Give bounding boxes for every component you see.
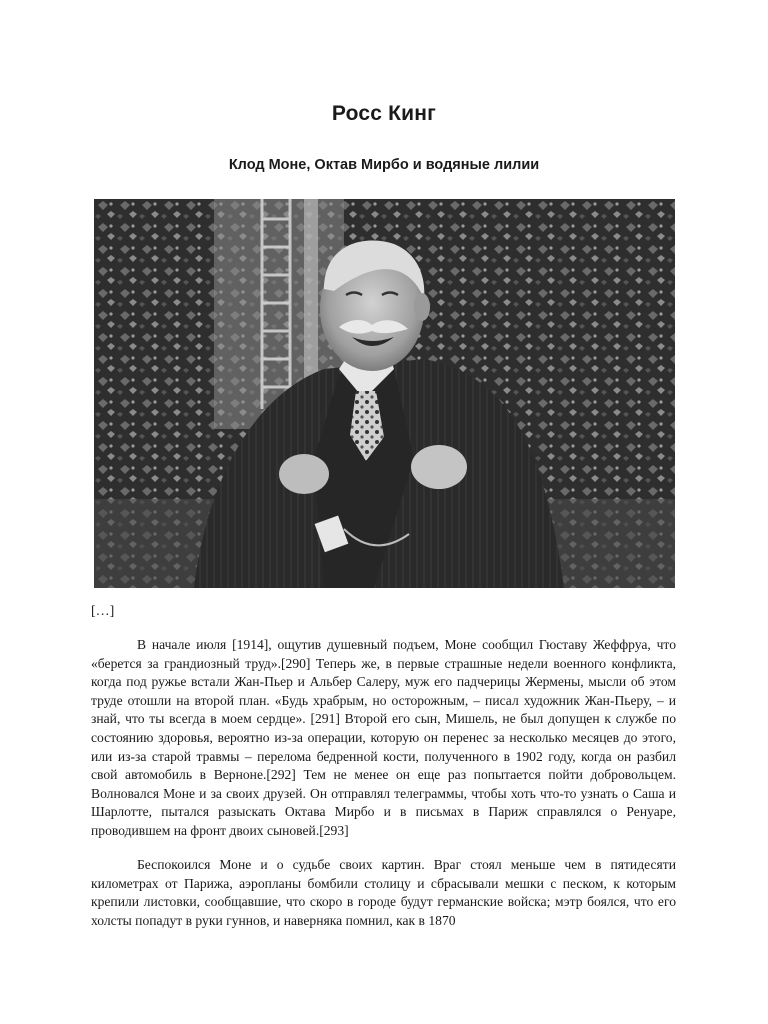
paragraph: В начале июля [1914], ощутив душевный подъем, Моне сообщил Гюставу Жеффруа, что «берется за грандиозный труд».[290] Теперь же, в первые страшные недели военного конфликта, когда под ружье встали Жан-Пьер и Альбер Салеру, муж его падчерицы Жермены, мысли об этом труде отошли на второй план. «Будь храбрым, но осторожным, – писал художник Жан-Пьеру, – и знай, что ты всегда в моем сердце». [291] Второй его сын, Мишель, не был допущен к службе по состоянию здоровья, вероятно из-за операции, которую он перенес за несколько месяцев до этого, или из-за старой травмы – перелома бедренной кости, полученного в 1902 году, когда он разбил свой автомобиль в Верноне.[292] Тем не менее он еще раз попытается пойти добровольцем. Волновался Моне и за своих друзей. Он отправлял телеграммы, чтобы хоть что-то узнать о Саша и Шарлотте, пытался разыскать Октава Мирбо и в письмах в Париж справлялся о Ренуаре, проводившем на фронт двоих сыновей.[293] xyxy=(91,637,676,838)
paragraph: Беспокоился Моне и о судьбе своих картин. Враг стоял меньше чем в пятидесяти километрах от Парижа, аэропланы бомбили столицу и сбрасывали мешки с песком, к которым крепили листовки, сообщавшие, что скоро в городе будут германские войска; мэтр боялся, что его холсты попадут в руки гуннов, и наверняка помнил, как в 1870 xyxy=(91,857,676,928)
ellipsis-marker: […] xyxy=(91,604,115,619)
page-title: Росс Кинг xyxy=(331,102,437,125)
portrait-photo xyxy=(94,199,675,588)
page-subtitle: Клод Моне, Октав Мирбо и водяные лилии xyxy=(228,157,540,173)
